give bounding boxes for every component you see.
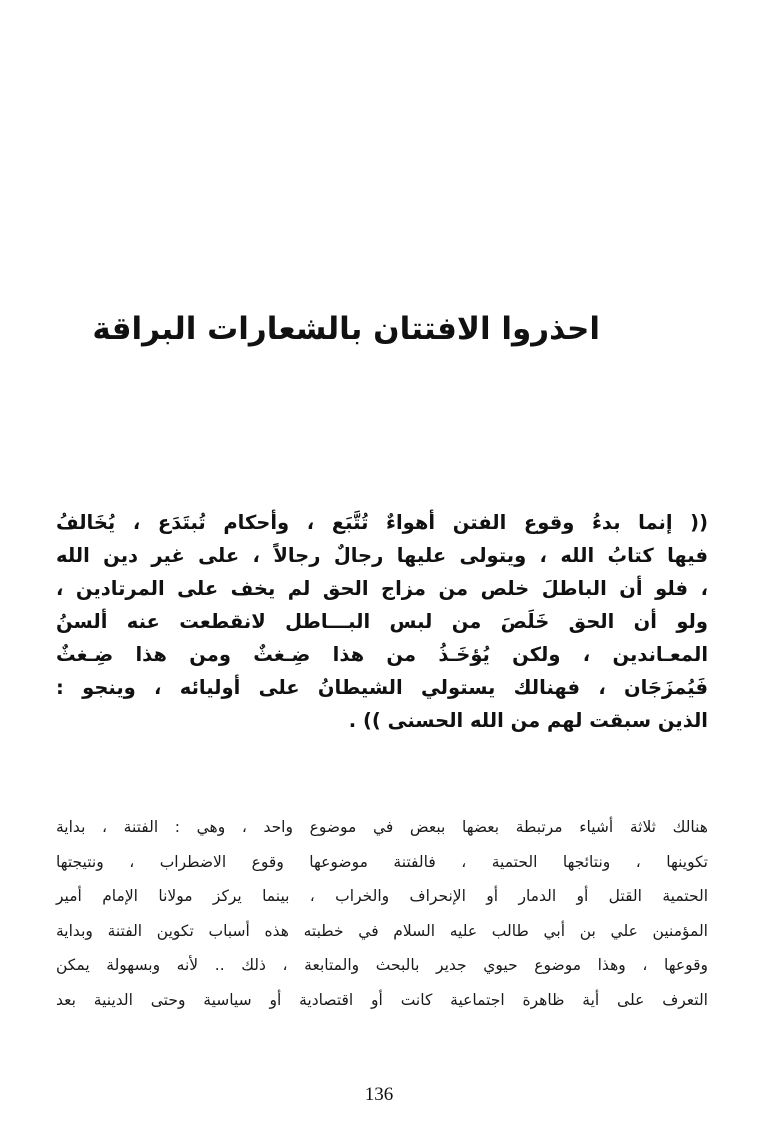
paragraph-line: هنالك ثلاثة أشياء مرتبطة بعضها ببعض في موضوع واحد ، وهي : الفتنة ، بداية xyxy=(56,818,708,836)
paragraph-line: المؤمنين علي بن أبي طالب عليه السلام في خطبته هذه أسباب تكوين الفتنة وبداية xyxy=(56,921,708,940)
paragraph-line: وقوعها ، وهذا موضوع حيوي جدير بالبحث والمتابعة ، ذلك .. لأنه وبسهولة يمكن xyxy=(56,956,708,974)
commentary-paragraph xyxy=(56,810,708,1017)
quoted-sermon-block xyxy=(56,506,708,737)
quote-line: (( إنما بدءُ وقوع الفتن أهواءٌ تُتَّبَع ، وأحكام تُبتَدَع ، يُخَالفُ xyxy=(56,511,708,534)
paragraph-line: التعرف على أية ظاهرة اجتماعية كانت أو اقتصادية أو سياسية وحتى الدينية بعد xyxy=(56,990,708,1009)
page-title: احذروا الافتتان بالشعارات البراقة xyxy=(92,311,600,347)
quote-line: فيها كتابُ الله ، ويتولى عليها رجالٌ رجالاً ، على غير دين الله xyxy=(56,544,708,567)
quote-line: ، فلو أن الباطلَ خلص من مزاج الحق لم يخف على المرتادين ، xyxy=(56,577,708,600)
quote-line: المعـاندين ، ولكن يُؤخَـذُ من هذا ضِـغثٌ ومن هذا ضِـغثٌ xyxy=(56,643,708,666)
quote-line: فَيُمزَجَان ، فهنالك يستولي الشيطانُ على أوليائه ، وينجو : xyxy=(56,676,708,699)
quote-line: ولو أن الحق خَلَصَ من لبس البـــاطل لانقطعت عنه ألسنُ xyxy=(56,610,708,633)
quote-line: الذين سبقت لهم من الله الحسنى )) . xyxy=(348,709,708,732)
page-number: 136 xyxy=(364,1084,394,1105)
paragraph-line: الحتمية القتل أو الدمار أو الإنحراف والخراب ، بينما يركز مولانا الإمام أمير xyxy=(56,887,708,905)
paragraph-line: تكوينها ، ونتائجها الحتمية ، فالفتنة موضوعها وقوع الاضطراب ، ونتيجتها xyxy=(56,852,708,871)
